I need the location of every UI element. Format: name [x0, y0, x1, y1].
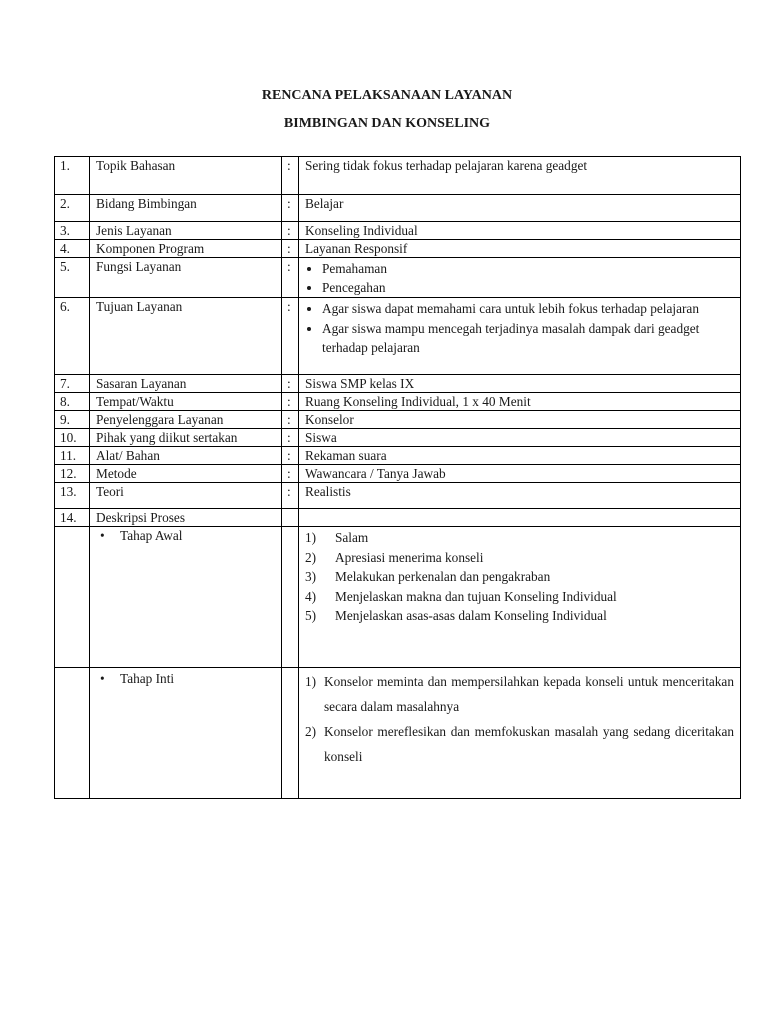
colon: :	[282, 447, 299, 465]
table-row	[55, 222, 741, 240]
colon: :	[282, 465, 299, 483]
stage-steps	[299, 668, 741, 799]
list-item: • Pemahaman	[322, 259, 734, 278]
row-value: Rekaman suara	[299, 447, 741, 465]
table-row	[55, 240, 741, 258]
table-row	[55, 375, 741, 393]
row-label: Metode	[90, 465, 282, 483]
colon: :	[282, 240, 299, 258]
list-item: 2) Apresiasi menerima konseli	[305, 549, 484, 565]
row-label: Tempat/Waktu	[90, 393, 282, 411]
list-item: 1) Konselor meminta dan mempersilahkan kepada konseli untuk menceritakan secara dalam masalahnya	[305, 674, 734, 714]
list-item: 2) Konselor mereflesikan dan memfokuskan masalah yang sedang diceritakan konseli	[305, 724, 734, 764]
table-row	[55, 393, 741, 411]
list-item: 1) Salam	[305, 530, 369, 545]
stage-label: • Tahap Awal	[90, 527, 282, 668]
row-number: 7.	[55, 375, 90, 393]
table-row	[55, 465, 741, 483]
document-title: RENCANA PELAKSANAAN LAYANAN	[261, 88, 513, 103]
row-number: 1.	[55, 157, 90, 195]
row-value: Konseling Individual	[299, 222, 741, 240]
row-number: 3.	[55, 222, 90, 240]
row-label: Penyelenggara Layanan	[90, 411, 282, 429]
row-value: Belajar	[299, 195, 741, 222]
table-row	[55, 527, 741, 668]
colon: :	[282, 157, 299, 195]
colon: :	[282, 195, 299, 222]
colon: :	[282, 429, 299, 447]
row-label: Jenis Layanan	[90, 222, 282, 240]
row-value: Ruang Konseling Individual, 1 x 40 Menit	[299, 393, 741, 411]
row-value: Sering tidak fokus terhadap pelajaran karena geadget	[299, 157, 741, 195]
row-number: 2.	[55, 195, 90, 222]
table-row	[55, 447, 741, 465]
row-number: 11.	[55, 447, 90, 465]
row-number: 14.	[55, 509, 90, 527]
row-number: 9.	[55, 411, 90, 429]
row-value: Realistis	[299, 483, 741, 509]
list-item: 5) Menjelaskan asas-asas dalam Konseling Individual	[305, 608, 607, 623]
colon: :	[282, 375, 299, 393]
list-item: 4) Menjelaskan makna dan tujuan Konseling Individual	[305, 588, 617, 604]
row-label: Bidang Bimbingan	[90, 195, 282, 222]
table-row	[55, 429, 741, 447]
row-number: 12.	[55, 465, 90, 483]
document-subtitle: BIMBINGAN DAN KONSELING	[283, 116, 491, 131]
row-label: Teori	[90, 483, 282, 509]
colon: :	[282, 393, 299, 411]
row-value: Layanan Responsif	[299, 240, 741, 258]
row-value: Siswa SMP kelas IX	[299, 375, 741, 393]
colon: :	[282, 411, 299, 429]
row-label: Pihak yang diikut sertakan	[90, 429, 282, 447]
row-value: Konselor	[299, 411, 741, 429]
table-row	[55, 411, 741, 429]
row-label: Alat/ Bahan	[90, 447, 282, 465]
row-number: 10.	[55, 429, 90, 447]
stage-label: • Tahap Inti	[90, 668, 282, 799]
table-row	[55, 668, 741, 799]
row-label: Komponen Program	[90, 240, 282, 258]
table-row	[55, 157, 741, 195]
list-item: • Agar siswa mampu mencegah terjadinya masalah dampak dari geadget terhadap pelajaran	[322, 319, 734, 358]
table-row	[55, 483, 741, 509]
colon: :	[282, 222, 299, 240]
colon: :	[282, 483, 299, 509]
row-value	[299, 258, 741, 298]
row-label: Fungsi Layanan	[90, 258, 282, 298]
bullet-icon: •	[100, 671, 105, 686]
list-item: • Agar siswa dapat memahami cara untuk lebih fokus terhadap pelajaran	[322, 299, 734, 319]
row-value	[299, 298, 741, 375]
list-item: 3) Melakukan perkenalan dan pengakraban	[305, 569, 551, 584]
colon: :	[282, 298, 299, 375]
row-label: Deskripsi Proses	[90, 509, 282, 527]
row-value: Siswa	[299, 429, 741, 447]
plan-table	[54, 156, 741, 799]
row-label: Sasaran Layanan	[90, 375, 282, 393]
row-number: 8.	[55, 393, 90, 411]
row-label: Tujuan Layanan	[90, 298, 282, 375]
bullet-icon: •	[100, 528, 105, 543]
table-row	[55, 509, 741, 527]
row-number: 4.	[55, 240, 90, 258]
row-number: 13.	[55, 483, 90, 509]
row-value: Wawancara / Tanya Jawab	[299, 465, 741, 483]
row-number: 6.	[55, 298, 90, 375]
table-row	[55, 298, 741, 375]
row-number: 5.	[55, 258, 90, 298]
table-row	[55, 195, 741, 222]
row-label: Topik Bahasan	[90, 157, 282, 195]
table-row	[55, 258, 741, 298]
list-item: • Pencegahan	[322, 278, 734, 297]
stage-steps	[299, 527, 741, 668]
colon: :	[282, 258, 299, 298]
